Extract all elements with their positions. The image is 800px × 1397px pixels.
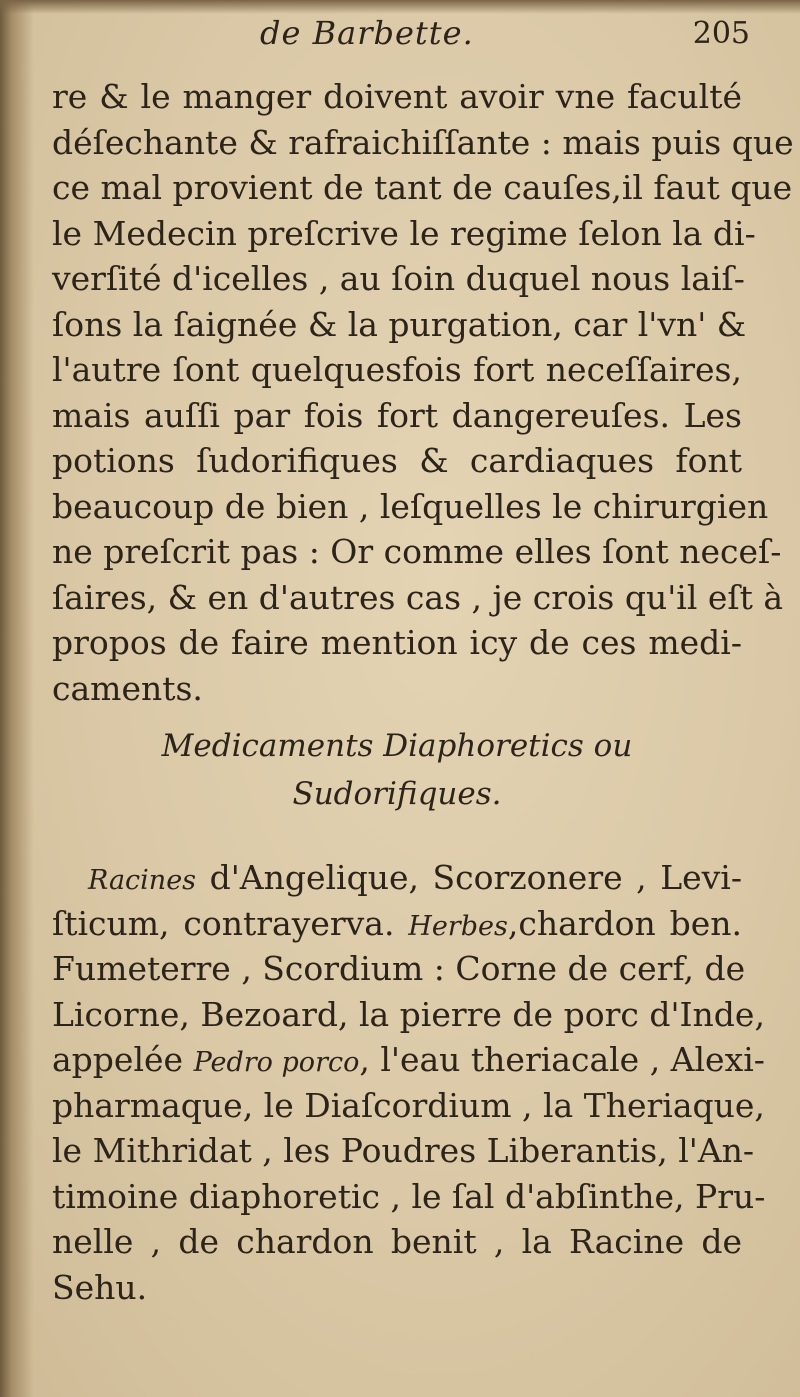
page-number: 205 (692, 16, 750, 51)
text-line: le Mithridat , les Poudres Liberantis, l'An- (52, 1131, 755, 1170)
text-line: mais auſſi par fois fort dangereuſes. Les (52, 395, 742, 435)
text-run: ſticum, contrayerva. (52, 903, 409, 943)
text-line: re & le manger doivent avoir vne faculté (52, 77, 742, 116)
text-line (52, 1037, 765, 1083)
text-line: Sehu. (52, 1267, 148, 1307)
heading-line-2: Sudorifiques. (292, 776, 502, 812)
text-line: potions ſudorifiques & cardiaques font (52, 441, 742, 480)
text-line: beaucoup de bien , leſquelles le chirurgien (52, 486, 769, 526)
text-run: d'Angelique, Scorzonere , Levi- (196, 858, 742, 897)
text-line (52, 855, 742, 901)
text-line: pharmaque, le Diaſcordium , la Theriaque, (52, 1085, 765, 1125)
top-edge-shadow (0, 0, 800, 14)
italic-term: Pedro porco (193, 1047, 360, 1078)
text-line: nelle , de chardon benit , la Racine de (52, 1222, 742, 1261)
text-line: déſechante & rafraichiſſante : mais puis que (52, 122, 794, 162)
text-line: caments. (52, 668, 203, 708)
text-line: ſaires, & en d'autres cas , je crois qu'il eſt à (52, 577, 784, 617)
binding-shadow (0, 0, 34, 1397)
text-run: ,chardon ben. (507, 903, 742, 943)
italic-term: Herbes (408, 910, 508, 942)
text-line: Licorne, Bezoard, la pierre de porc d'Inde, (52, 994, 765, 1034)
text-line: timoine diaphoretic , le ſal d'abſinthe, Pru- (52, 1176, 766, 1216)
paragraph-2 (52, 855, 766, 1310)
heading-line-1: Medicaments Diaphoretics ou (161, 728, 633, 764)
section-heading (52, 722, 742, 818)
text-line: le Medecin preſcrive le regime ſelon la di- (52, 213, 756, 253)
text-line: ce mal provient de tant de cauſes,il faut que (52, 168, 793, 207)
text-line: propos de faire mention icy de ces medi- (52, 623, 742, 662)
italic-term: Racines (88, 865, 197, 896)
text-line: Fumeterre , Scordium : Corne de cerf, de (52, 949, 746, 988)
paragraph-1 (52, 74, 794, 711)
text-line: l'autre ſont quelquesfois fort neceſſaires, (52, 350, 742, 389)
text-line: ſons la ſaignée & la purgation, car l'vn' & (52, 304, 747, 344)
running-title: de Barbette. (260, 14, 474, 52)
page-header (260, 14, 750, 64)
text-line: ne preſcrit pas : Or comme elles ſont neceſ- (52, 532, 782, 571)
text-line: verſité d'icelles , au ſoin duquel nous laiſ- (52, 259, 745, 298)
text-run: appelée (52, 1040, 194, 1079)
text-run: , l'eau theriacale , Alexi- (359, 1040, 765, 1079)
text-line (52, 901, 742, 947)
